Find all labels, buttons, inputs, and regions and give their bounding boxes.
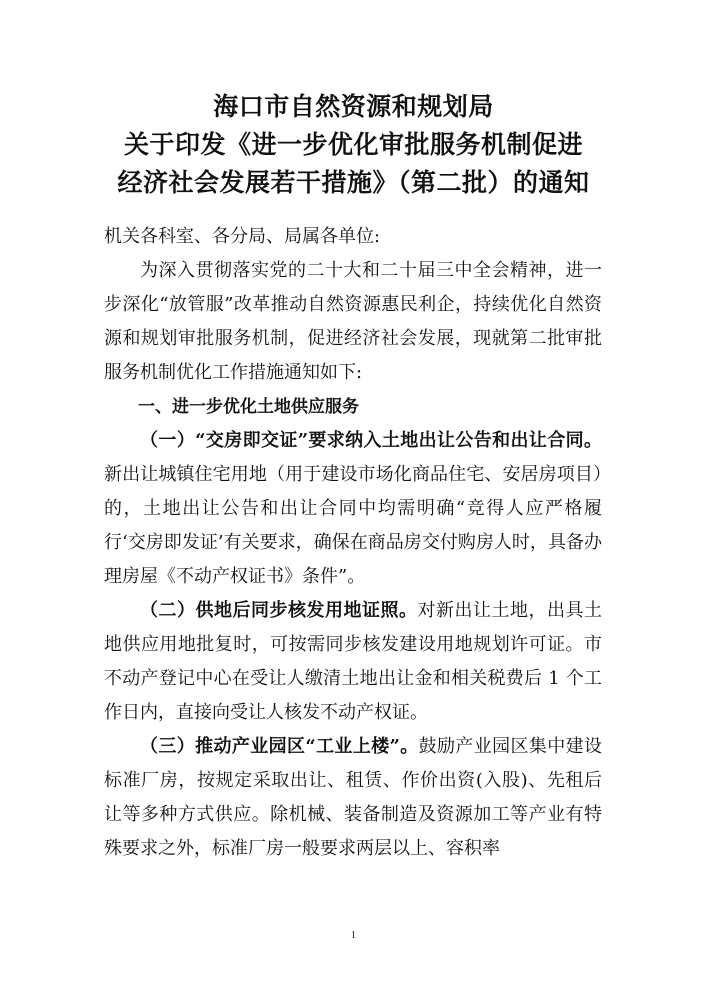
title-line-3: 经济社会发展若干措施》（第二批）的通知 xyxy=(117,168,590,197)
item-3-paragraph xyxy=(104,730,602,866)
item-2-paragraph xyxy=(104,594,602,730)
item-1-paragraph xyxy=(104,424,602,594)
item-2-lead: （二）供地后同步核发用地证照。 xyxy=(140,600,418,621)
item-1-body: 新出让城镇住宅用地（用于建设市场化商品住宅、安居房项目）的，土地出让公告和出让合同中均需明确“竞得人应严格履行‘交房即发证’有关要求，确保在商品房交付购房人时，具备办理房屋《不动产权证书》条件”。 xyxy=(104,464,602,587)
item-1-lead: （一）“交房即交证”要求纳入土地出让公告和出让合同。 xyxy=(140,430,602,451)
intro-paragraph: 为深入贯彻落实党的二十大和二十届三中全会精神，进一步深化“放管服”改革推动自然资源惠民利企，持续优化自然资源和规划审批服务机制，促进经济社会发展，现就第二批审批服务机制优化工作措施通知如下: xyxy=(104,260,602,383)
document-body xyxy=(104,254,602,866)
addressee-line: 机关各科室、各分局、局属各单位: xyxy=(104,226,381,247)
page-number: 1 xyxy=(351,930,356,941)
item-2-body: 对新出让土地，出具土地供应用地批复时，可按需同步核发建设用地规划许可证。市不动产登记中心在受让人缴清土地出让金和相关税费后 1 个工作日内，直接向受让人核发不动产权证。 xyxy=(104,600,602,723)
title-line-2: 关于印发《进一步优化审批服务机制促进 xyxy=(123,130,583,159)
item-3-lead: （三）推动产业园区“工业上楼”。 xyxy=(140,736,419,757)
section-heading-1: 一、进一步优化土地供应服务 xyxy=(138,397,359,417)
document-title xyxy=(0,88,707,202)
item-3-body: 鼓励产业园区集中建设标准厂房，按规定采取出让、租赁、作价出资(入股)、先租后让等多种方式供应。除机械、装备制造及资源加工等产业有特殊要求之外，标准厂房一般要求两层以上、容积率 xyxy=(104,736,602,859)
title-line-1: 海口市自然资源和规划局 xyxy=(213,92,494,121)
